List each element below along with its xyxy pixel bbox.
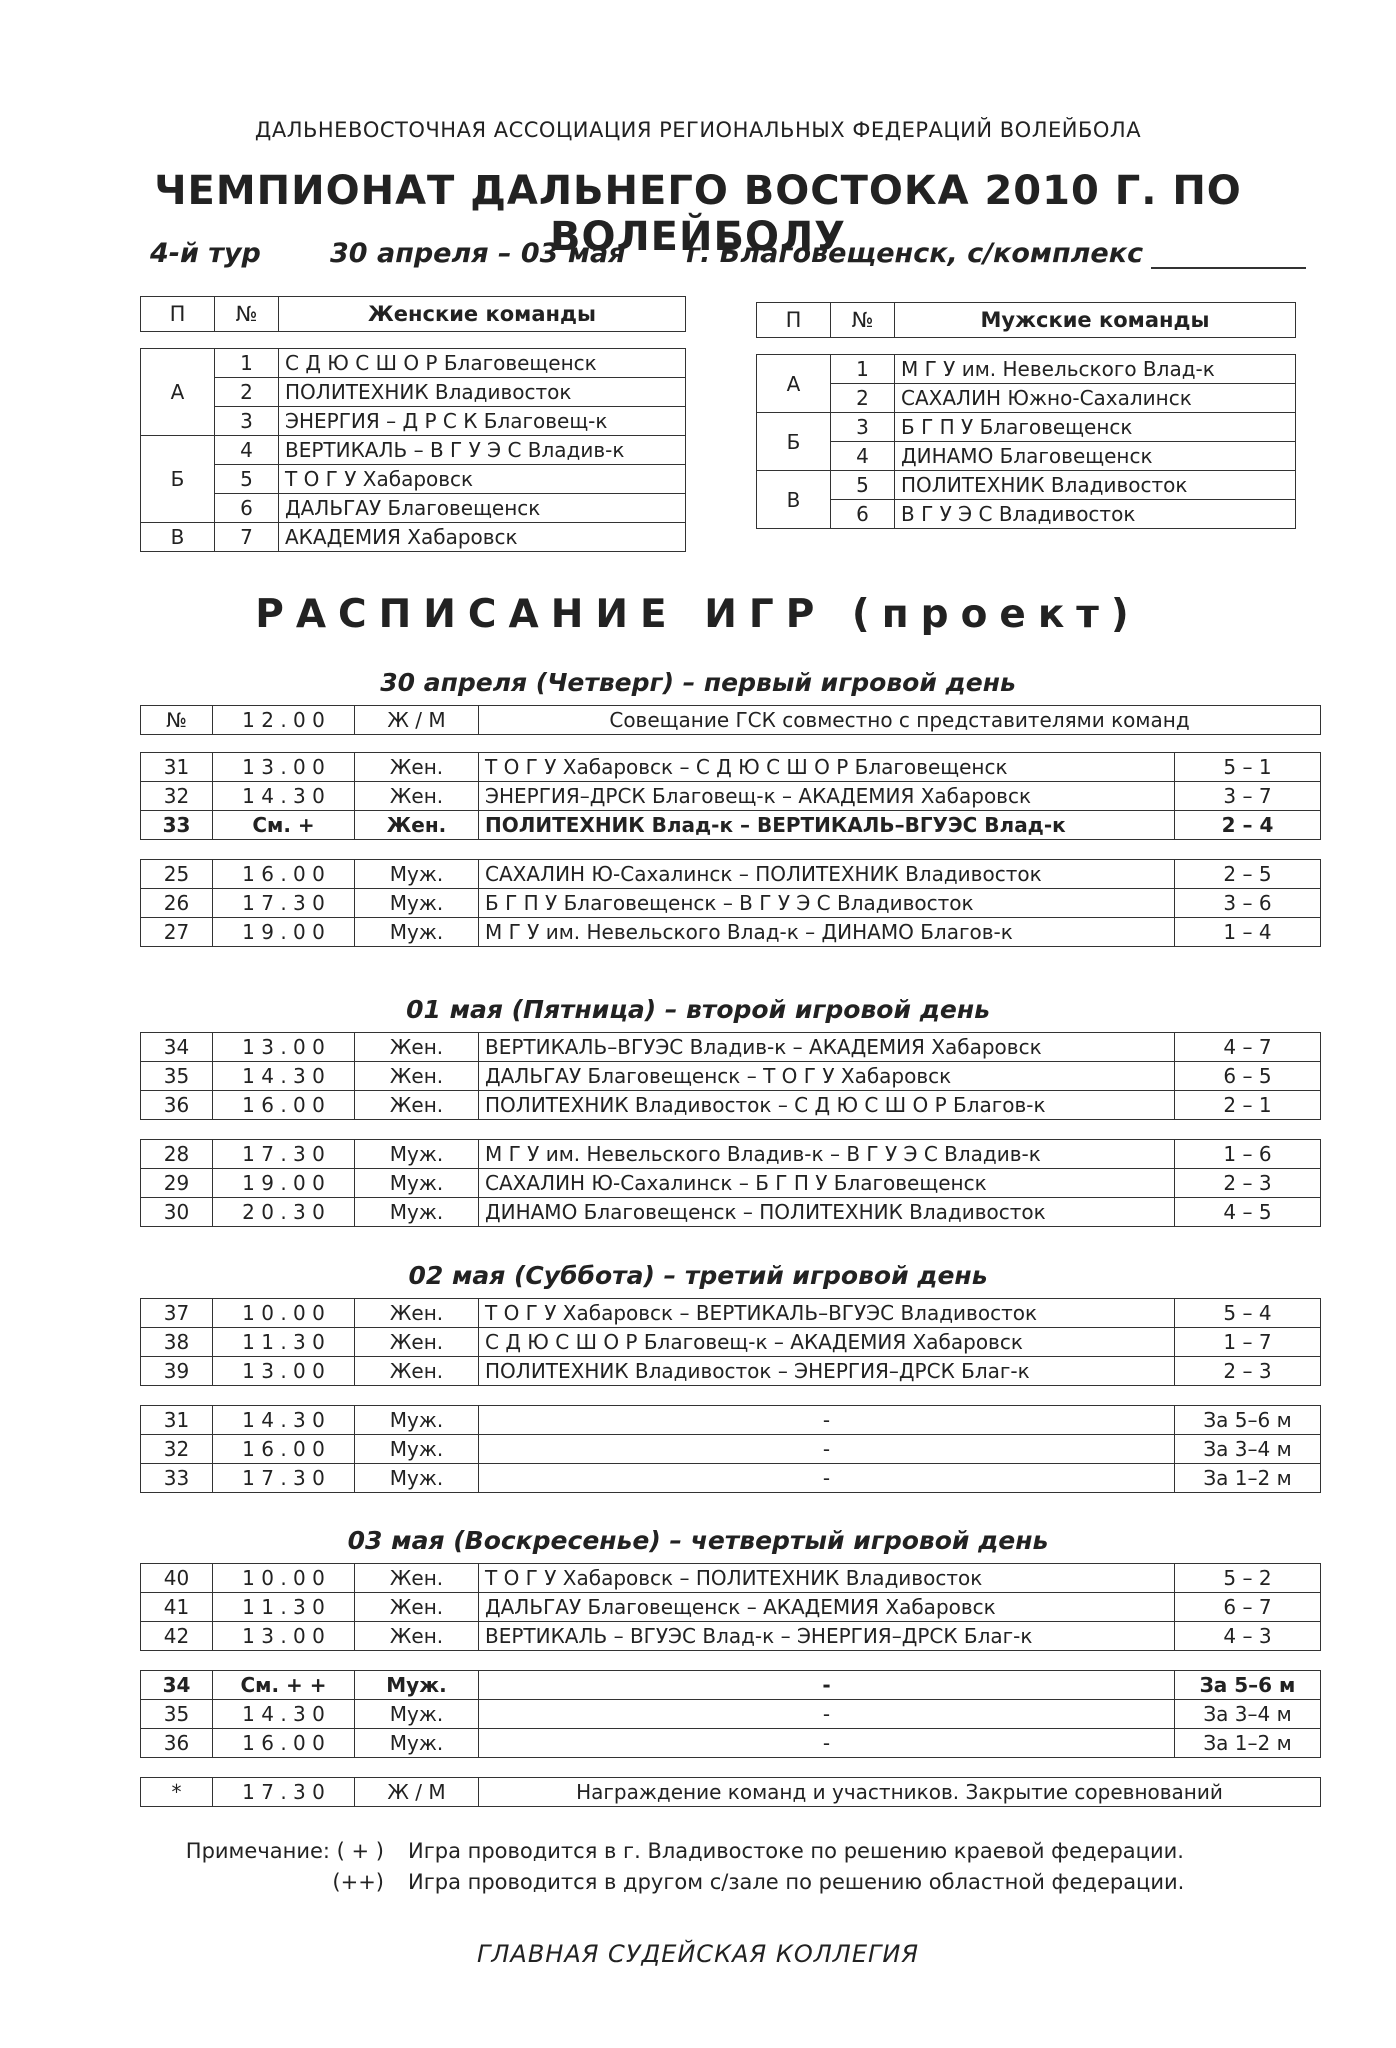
championship-title: ЧЕМПИОНАТ ДАЛЬНЕГО ВОСТОКА 2010 Г. ПО ВОЛЕЙБОЛУ	[154, 168, 1242, 260]
game-time: 1 4 . 3 0	[213, 782, 355, 811]
game-row	[141, 811, 1321, 840]
team-num: 2	[831, 384, 895, 413]
game-result: 4 – 7	[1175, 1033, 1321, 1062]
team-name: ДАЛЬГАУ Благовещенск	[279, 494, 686, 523]
game-category: Жен.	[355, 1299, 479, 1328]
game-category: Жен.	[355, 1328, 479, 1357]
game-time: 1 7 . 3 0	[213, 889, 355, 918]
game-match: ПОЛИТЕХНИК Владивосток – ЭНЕРГИЯ–ДРСК Благ-к	[479, 1357, 1175, 1386]
game-result: 4 – 3	[1175, 1622, 1321, 1651]
game-category: Жен.	[355, 1622, 479, 1651]
note-text: Игра проводится в другом с/зале по решению областной федерации.	[408, 1870, 1185, 1894]
team-row	[757, 442, 1296, 471]
group-cell: В	[757, 471, 831, 529]
game-row	[141, 753, 1321, 782]
game-result: 2 – 4	[1175, 811, 1321, 840]
group-cell: Б	[757, 413, 831, 471]
game-number: 33	[141, 1464, 213, 1493]
day-title: 02 мая (Суббота) – третий игровой день	[408, 1261, 988, 1290]
game-match: ВЕРТИКАЛЬ – ВГУЭС Влад-к – ЭНЕРГИЯ–ДРСК Благ-к	[479, 1622, 1175, 1651]
team-name: САХАЛИН Южно-Сахалинск	[895, 384, 1296, 413]
game-time: 1 3 . 0 0	[213, 753, 355, 782]
game-number: 36	[141, 1729, 213, 1758]
game-time: 1 0 . 0 0	[213, 1564, 355, 1593]
game-match: ДАЛЬГАУ Благовещенск – АКАДЕМИЯ Хабаровск	[479, 1593, 1175, 1622]
game-row	[141, 1622, 1321, 1651]
game-result: 1 – 6	[1175, 1140, 1321, 1169]
game-category: Жен.	[355, 1564, 479, 1593]
game-number: 32	[141, 782, 213, 811]
game-number: 40	[141, 1564, 213, 1593]
col-num: №	[831, 303, 895, 338]
game-number: 26	[141, 889, 213, 918]
game-time: См. +	[213, 811, 355, 840]
team-row	[141, 494, 686, 523]
schedule-block	[140, 1670, 1321, 1758]
game-category: Жен.	[355, 753, 479, 782]
game-category: Жен.	[355, 1593, 479, 1622]
game-row	[141, 1299, 1321, 1328]
game-match: ЭНЕРГИЯ–ДРСК Благовещ-к – АКАДЕМИЯ Хабаровск	[479, 782, 1175, 811]
game-result: 6 – 5	[1175, 1062, 1321, 1091]
game-match: С Д Ю С Ш О Р Благовещ-к – АКАДЕМИЯ Хабаровск	[479, 1328, 1175, 1357]
schedule-block	[140, 1298, 1321, 1386]
game-number: 29	[141, 1169, 213, 1198]
game-category: Муж.	[355, 1406, 479, 1435]
game-time: 1 6 . 0 0	[213, 1729, 355, 1758]
game-number: 31	[141, 1406, 213, 1435]
footer-signature: ГЛАВНАЯ СУДЕЙСКАЯ КОЛЛЕГИЯ	[476, 1940, 920, 1968]
team-num: 5	[215, 465, 279, 494]
team-name: АКАДЕМИЯ Хабаровск	[279, 523, 686, 552]
game-row	[141, 889, 1321, 918]
schedule-block	[140, 1139, 1321, 1227]
team-row	[757, 500, 1296, 529]
game-row	[141, 1464, 1321, 1493]
game-row	[141, 782, 1321, 811]
day-title: 03 мая (Воскресенье) – четвертый игровой день	[347, 1526, 1049, 1555]
game-time: 1 6 . 0 0	[213, 860, 355, 889]
team-num: 1	[831, 355, 895, 384]
group-cell: А	[757, 355, 831, 413]
venue-text: г. Благовещенск, с/комплекс	[686, 238, 1144, 269]
game-time: 1 4 . 3 0	[213, 1700, 355, 1729]
game-row	[141, 1328, 1321, 1357]
team-row	[757, 413, 1296, 442]
team-num: 6	[215, 494, 279, 523]
men-teams-header	[756, 302, 1296, 338]
team-row	[141, 407, 686, 436]
team-num: 3	[215, 407, 279, 436]
game-time: 1 4 . 3 0	[213, 1062, 355, 1091]
game-time: 1 1 . 3 0	[213, 1593, 355, 1622]
women-teams-header	[140, 296, 686, 332]
team-name: Б Г П У Благовещенск	[895, 413, 1296, 442]
game-number: 38	[141, 1328, 213, 1357]
game-result: 2 – 3	[1175, 1357, 1321, 1386]
game-row	[141, 1778, 1321, 1807]
game-match: -	[479, 1729, 1175, 1758]
game-number: 41	[141, 1593, 213, 1622]
group-cell: В	[141, 523, 215, 552]
game-result: 2 – 3	[1175, 1169, 1321, 1198]
game-time: 1 1 . 3 0	[213, 1328, 355, 1357]
game-time: 1 0 . 0 0	[213, 1299, 355, 1328]
game-result: 2 – 1	[1175, 1091, 1321, 1120]
game-category: Ж / М	[355, 706, 479, 735]
note-key	[148, 1836, 408, 1867]
game-row	[141, 706, 1321, 735]
game-time: 1 9 . 0 0	[213, 918, 355, 947]
team-row	[141, 523, 686, 552]
game-match: ДИНАМО Благовещенск – ПОЛИТЕХНИК Владивосток	[479, 1198, 1175, 1227]
game-category: Муж.	[355, 918, 479, 947]
game-result: За 3–4 м	[1175, 1435, 1321, 1464]
game-match: Т О Г У Хабаровск – ПОЛИТЕХНИК Владивосток	[479, 1564, 1175, 1593]
team-row	[141, 436, 686, 465]
game-match: -	[479, 1671, 1175, 1700]
team-name: ВЕРТИКАЛЬ – В Г У Э С Владив-к	[279, 436, 686, 465]
game-number: 42	[141, 1622, 213, 1651]
game-result: За 5–6 м	[1175, 1406, 1321, 1435]
team-num: 5	[831, 471, 895, 500]
team-num: 6	[831, 500, 895, 529]
game-row	[141, 1169, 1321, 1198]
game-time: 2 0 . 3 0	[213, 1198, 355, 1227]
game-category: Муж.	[355, 860, 479, 889]
game-category: Жен.	[355, 1357, 479, 1386]
game-number: 31	[141, 753, 213, 782]
game-category: Муж.	[355, 889, 479, 918]
game-result: За 1–2 м	[1175, 1729, 1321, 1758]
game-number: *	[141, 1778, 213, 1807]
team-row	[757, 471, 1296, 500]
team-name: ПОЛИТЕХНИК Владивосток	[279, 378, 686, 407]
game-number: 35	[141, 1062, 213, 1091]
game-number: №	[141, 706, 213, 735]
game-result: 3 – 7	[1175, 782, 1321, 811]
note-row	[148, 1867, 1184, 1898]
team-row	[757, 384, 1296, 413]
team-name: М Г У им. Невельского Влад-к	[895, 355, 1296, 384]
game-row	[141, 1435, 1321, 1464]
game-category: Муж.	[355, 1729, 479, 1758]
game-time: 1 7 . 3 0	[213, 1778, 355, 1807]
game-category: Муж.	[355, 1140, 479, 1169]
game-match: ДАЛЬГАУ Благовещенск – Т О Г У Хабаровск	[479, 1062, 1175, 1091]
game-category: Ж / М	[355, 1778, 479, 1807]
game-row	[141, 860, 1321, 889]
game-result: 5 – 4	[1175, 1299, 1321, 1328]
schedule-title: РАСПИСАНИЕ ИГР (проект)	[255, 592, 1141, 637]
venue	[686, 238, 1306, 269]
game-match: ПОЛИТЕХНИК Влад-к – ВЕРТИКАЛЬ–ВГУЭС Влад-к	[479, 811, 1175, 840]
game-match: М Г У им. Невельского Влад-к – ДИНАМО Благов-к	[479, 918, 1175, 947]
group-cell: А	[141, 349, 215, 436]
team-name: ДИНАМО Благовещенск	[895, 442, 1296, 471]
women-teams-title: Женские команды	[279, 297, 686, 332]
game-row	[141, 1564, 1321, 1593]
game-match: Т О Г У Хабаровск – ВЕРТИКАЛЬ–ВГУЭС Владивосток	[479, 1299, 1175, 1328]
game-match: М Г У им. Невельского Владив-к – В Г У Э С Владив-к	[479, 1140, 1175, 1169]
game-category: Муж.	[355, 1671, 479, 1700]
men-teams-title: Мужские команды	[895, 303, 1296, 338]
game-result: 6 – 7	[1175, 1593, 1321, 1622]
game-match: -	[479, 1700, 1175, 1729]
game-time: 1 3 . 0 0	[213, 1622, 355, 1651]
game-time: 1 4 . 3 0	[213, 1406, 355, 1435]
group-cell: Б	[141, 436, 215, 523]
tour-dates: 30 апреля – 03 мая	[330, 238, 626, 269]
game-match: -	[479, 1464, 1175, 1493]
game-row	[141, 918, 1321, 947]
game-event: Награждение команд и участников. Закрытие соревнований	[479, 1778, 1321, 1807]
note-key-text: ( + )	[336, 1839, 384, 1863]
game-number: 36	[141, 1091, 213, 1120]
game-result: За 3–4 м	[1175, 1700, 1321, 1729]
game-number: 30	[141, 1198, 213, 1227]
note-key-text: (++)	[332, 1870, 384, 1894]
game-row	[141, 1671, 1321, 1700]
game-row	[141, 1198, 1321, 1227]
game-category: Муж.	[355, 1169, 479, 1198]
team-num: 4	[215, 436, 279, 465]
game-row	[141, 1700, 1321, 1729]
game-match: ВЕРТИКАЛЬ–ВГУЭС Владив-к – АКАДЕМИЯ Хабаровск	[479, 1033, 1175, 1062]
game-time: 1 7 . 3 0	[213, 1140, 355, 1169]
game-time: См. + +	[213, 1671, 355, 1700]
note-key	[148, 1867, 408, 1898]
game-row	[141, 1033, 1321, 1062]
game-category: Муж.	[355, 1435, 479, 1464]
col-group: П	[141, 297, 215, 332]
game-result: 5 – 2	[1175, 1564, 1321, 1593]
game-number: 25	[141, 860, 213, 889]
notes-label: Примечание:	[185, 1839, 330, 1863]
game-number: 35	[141, 1700, 213, 1729]
schedule-block	[140, 859, 1321, 947]
game-event: Совещание ГСК совместно с представителями команд	[479, 706, 1321, 735]
col-group: П	[757, 303, 831, 338]
game-time: 1 3 . 0 0	[213, 1033, 355, 1062]
day-title: 01 мая (Пятница) – второй игровой день	[406, 995, 990, 1024]
game-category: Муж.	[355, 1464, 479, 1493]
game-match: Т О Г У Хабаровск – С Д Ю С Ш О Р Благовещенск	[479, 753, 1175, 782]
game-match: -	[479, 1435, 1175, 1464]
game-category: Жен.	[355, 811, 479, 840]
game-result: 1 – 4	[1175, 918, 1321, 947]
game-result: 5 – 1	[1175, 753, 1321, 782]
notes	[148, 1836, 1184, 1898]
game-match: САХАЛИН Ю-Сахалинск – Б Г П У Благовещенск	[479, 1169, 1175, 1198]
day-title: 30 апреля (Четверг) – первый игровой день	[380, 668, 1016, 697]
game-time: 1 2 . 0 0	[213, 706, 355, 735]
team-name: ЭНЕРГИЯ – Д Р С К Благовещ-к	[279, 407, 686, 436]
game-row	[141, 1406, 1321, 1435]
schedule-block	[140, 1777, 1321, 1807]
team-name: С Д Ю С Ш О Р Благовещенск	[279, 349, 686, 378]
game-row	[141, 1357, 1321, 1386]
team-name: В Г У Э С Владивосток	[895, 500, 1296, 529]
game-time: 1 7 . 3 0	[213, 1464, 355, 1493]
game-category: Жен.	[355, 1091, 479, 1120]
team-name: ПОЛИТЕХНИК Владивосток	[895, 471, 1296, 500]
game-number: 33	[141, 811, 213, 840]
game-time: 1 3 . 0 0	[213, 1357, 355, 1386]
game-number: 39	[141, 1357, 213, 1386]
game-match: ПОЛИТЕХНИК Владивосток – С Д Ю С Ш О Р Благов-к	[479, 1091, 1175, 1120]
team-name: Т О Г У Хабаровск	[279, 465, 686, 494]
schedule-block	[140, 752, 1321, 840]
game-row	[141, 1593, 1321, 1622]
game-category: Муж.	[355, 1700, 479, 1729]
schedule-block	[140, 1563, 1321, 1651]
game-match: САХАЛИН Ю-Сахалинск – ПОЛИТЕХНИК Владивосток	[479, 860, 1175, 889]
men-teams-table	[756, 354, 1296, 529]
game-category: Жен.	[355, 1033, 479, 1062]
organization-name: ДАЛЬНЕВОСТОЧНАЯ АССОЦИАЦИЯ РЕГИОНАЛЬНЫХ ФЕДЕРАЦИЙ ВОЛЕЙБОЛА	[254, 118, 1142, 142]
game-row	[141, 1729, 1321, 1758]
game-number: 37	[141, 1299, 213, 1328]
team-num: 1	[215, 349, 279, 378]
game-result: За 5–6 м	[1175, 1671, 1321, 1700]
game-number: 28	[141, 1140, 213, 1169]
game-category: Жен.	[355, 782, 479, 811]
game-row	[141, 1140, 1321, 1169]
game-match: -	[479, 1406, 1175, 1435]
note-row	[148, 1836, 1184, 1867]
team-row	[757, 355, 1296, 384]
game-number: 32	[141, 1435, 213, 1464]
team-num: 7	[215, 523, 279, 552]
game-row	[141, 1091, 1321, 1120]
game-number: 27	[141, 918, 213, 947]
game-result: 1 – 7	[1175, 1328, 1321, 1357]
team-row	[141, 349, 686, 378]
game-result: 2 – 5	[1175, 860, 1321, 889]
game-time: 1 6 . 0 0	[213, 1091, 355, 1120]
team-num: 3	[831, 413, 895, 442]
venue-blank-line	[1151, 243, 1306, 269]
game-row	[141, 1062, 1321, 1091]
game-category: Муж.	[355, 1198, 479, 1227]
game-time: 1 9 . 0 0	[213, 1169, 355, 1198]
tour-label: 4-й тур	[150, 238, 261, 269]
team-row	[141, 465, 686, 494]
game-result: 4 – 5	[1175, 1198, 1321, 1227]
note-text: Игра проводится в г. Владивостоке по решению краевой федерации.	[408, 1839, 1184, 1863]
game-category: Жен.	[355, 1062, 479, 1091]
game-number: 34	[141, 1671, 213, 1700]
schedule-block	[140, 1405, 1321, 1493]
game-result: За 1–2 м	[1175, 1464, 1321, 1493]
team-num: 2	[215, 378, 279, 407]
game-match: Б Г П У Благовещенск – В Г У Э С Владивосток	[479, 889, 1175, 918]
col-num: №	[215, 297, 279, 332]
game-result: 3 – 6	[1175, 889, 1321, 918]
game-time: 1 6 . 0 0	[213, 1435, 355, 1464]
schedule-block	[140, 705, 1321, 735]
schedule-block	[140, 1032, 1321, 1120]
game-number: 34	[141, 1033, 213, 1062]
team-num: 4	[831, 442, 895, 471]
team-row	[141, 378, 686, 407]
women-teams-table	[140, 348, 686, 552]
